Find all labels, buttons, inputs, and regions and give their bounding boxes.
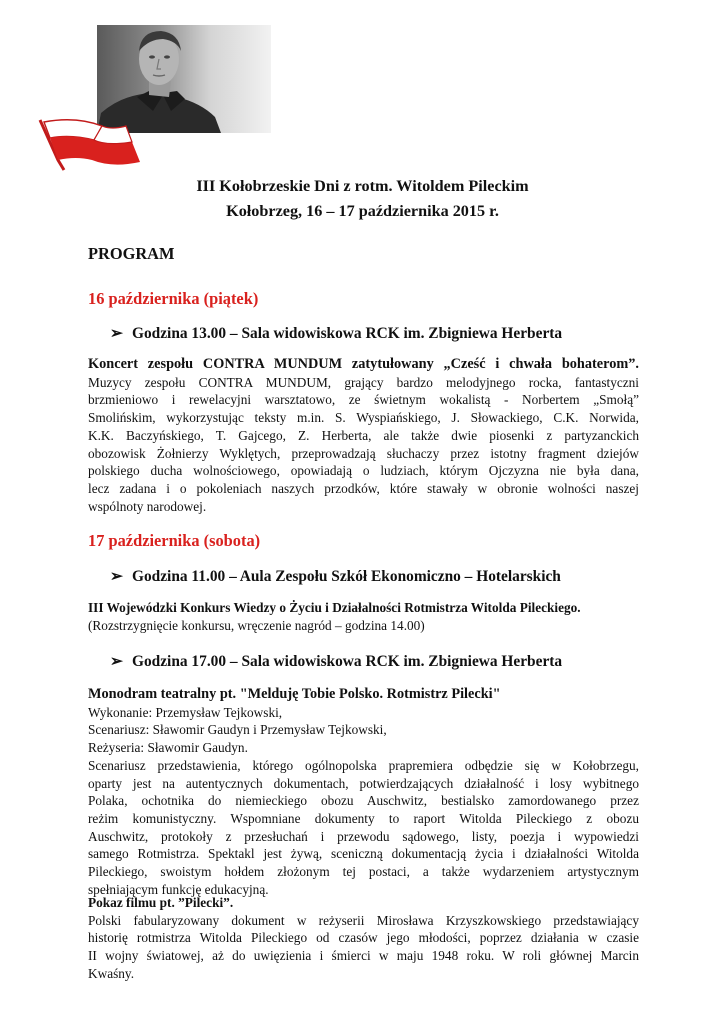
day2-session-1 <box>110 567 561 586</box>
day1-heading: 16 października (piątek) <box>88 289 259 308</box>
monodram-line: oparty jest na autentycznych dokumentach, potwierdzających działalność i losy wybitnego <box>88 775 639 791</box>
arrow-bullet-icon: ➢ <box>110 568 123 585</box>
concert-line: Muzycy zespołu CONTRA MUNDUM, grający bardzo melodyjnego rocka, fantastyczni <box>88 374 639 390</box>
concert-line: obozowisk Żołnierzy Wyklętych, przeprowadzają słuchaczy przez istotny fragment dziejów <box>88 445 639 461</box>
film-block <box>88 894 639 983</box>
event-dates: Kołobrzeg, 16 – 17 października 2015 r. <box>226 202 499 220</box>
day2-session-1-text: Godzina 11.00 – Aula Zespołu Szkół Ekonomiczno – Hotelarskich <box>132 568 561 585</box>
program-heading: PROGRAM <box>88 244 175 263</box>
day1-session-text: Godzina 13.00 – Sala widowiskowa RCK im. Zbigniewa Herberta <box>132 325 563 342</box>
monodram-line: Auschwitz, protokoły z przesłuchań i przewodu sądowego, listy, poezja i wypowiedzi <box>88 828 639 844</box>
event-title <box>0 174 725 224</box>
film-title: Pokaz filmu pt. ”Pilecki”. <box>88 895 234 910</box>
monodram-line: Polaka, ochotnika do niemieckiego obozu Auschwitz, bestialsko zamordowanego przez <box>88 793 639 809</box>
monodram-block <box>88 686 639 898</box>
concert-line: polskiego ducha wolnościowego, opowiadają o ludziach, którym Ojczyzna nie była dana, <box>88 463 639 479</box>
arrow-bullet-icon: ➢ <box>110 653 123 670</box>
film-line: historię rotmistrza Witolda Pileckiego od czasów jego młodości, poprzez działania w czasie <box>88 930 639 946</box>
monodram-title: Monodram teatralny pt. "Melduję Tobie Polsko. Rotmistrz Pilecki" <box>88 686 501 702</box>
credit-line: Scenariusz: Sławomir Gaudyn i Przemysław Tejkowski, <box>88 722 387 738</box>
monodram-line: reżim komunistyczny. Wspomniane dokumenty to raport Witolda Pileckiego z obozu <box>88 810 639 826</box>
concert-line: brzmieniowo i rewelacyjni warsztatowo, ze świetnym wokalistą - Norbertem „Smołą” <box>88 392 639 408</box>
arrow-bullet-icon: ➢ <box>110 325 123 342</box>
credit-line: Reżyseria: Sławomir Gaudyn. <box>88 740 248 756</box>
concert-line: K.K. Baczyńskiego, T. Gajcego, Z. Herberta, ale także dwie piosenki z partyzanckich <box>88 427 639 443</box>
polish-flag-icon <box>36 112 146 174</box>
monodram-line: samego Rotmistrza. Spektakl jest żywą, sceniczną dokumentacją życia i działalności Witolda <box>88 846 639 862</box>
day2-session-2-text: Godzina 17.00 – Sala widowiskowa RCK im. Zbigniewa Herberta <box>132 653 563 670</box>
concert-line: wspólnoty narodowej. <box>88 498 207 514</box>
concert-line: Smolińskim, wykorzystując teksty m.in. S. Wyspiańskiego, J. Słowackiego, C.K. Norwida, <box>88 410 639 426</box>
contest-block <box>88 599 639 634</box>
monodram-line: spełniającym funkcję edukacyjną. <box>88 881 269 897</box>
credit-line: Wykonanie: Przemysław Tejkowski, <box>88 704 283 720</box>
concert-lead: Koncert zespołu CONTRA MUNDUM zatytułowany „Cześć i chwała bohaterom”. <box>88 356 639 372</box>
film-line: Kwaśny. <box>88 965 135 981</box>
film-line: II wojny światowej, aż do uwięzienia i śmierci w maju 1948 roku. W roli głównej Marcin <box>88 948 639 964</box>
film-line: Polski fabularyzowany dokument w reżyserii Mirosława Krzyszkowskiego przedstawiający <box>88 912 639 928</box>
contest-title: III Wojewódzki Konkurs Wiedzy o Życiu i Działalności Rotmistrza Witolda Pileckiego. <box>88 600 581 615</box>
monodram-line: Scenariusz przedstawienia, którego ogólnopolska prapremiera odbędzie się w Kołobrzegu, <box>88 757 639 773</box>
contest-note: (Rozstrzygnięcie konkursu, wręczenie nagród – godzina 14.00) <box>88 617 425 633</box>
day1-session <box>110 324 562 343</box>
concert-description <box>88 356 639 515</box>
day2-session-2 <box>110 652 562 671</box>
event-title-line1: III Kołobrzeskie Dni z rotm. Witoldem Pileckim <box>196 177 529 195</box>
day2-heading: 17 października (sobota) <box>88 531 261 550</box>
concert-line: lecz zadana i o pokoleniach naszych przodków, które stawały w obronie wolności naszej <box>88 480 639 496</box>
monodram-line: Pileckiego, swoistym hołdem złożonym tej postaci, a także wydarzeniem artystycznym <box>88 864 639 880</box>
